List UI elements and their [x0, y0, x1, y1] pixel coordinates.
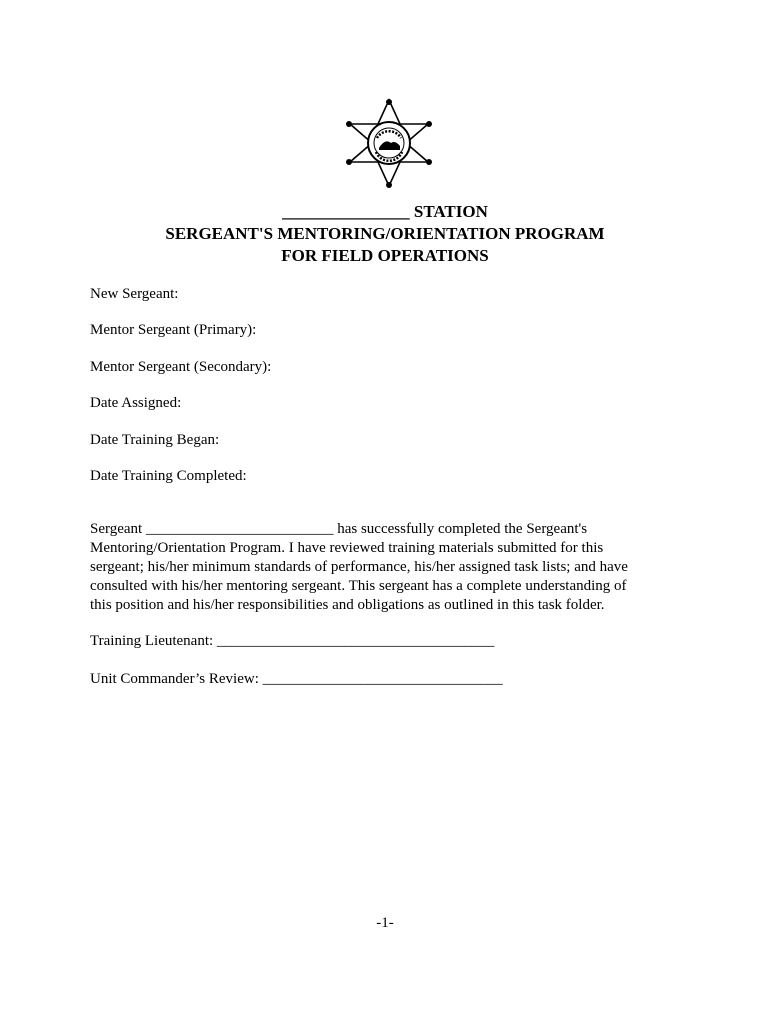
mentor-primary-label: Mentor Sergeant (Primary): [90, 322, 257, 338]
sheriff-star-badge-icon [345, 96, 433, 190]
station-heading: _______________ STATION [282, 202, 488, 221]
mentor-secondary-label: Mentor Sergeant (Secondary): [90, 359, 272, 375]
program-title: SERGEANT'S MENTORING/ORIENTATION PROGRAM [165, 224, 605, 243]
page-number: -1- [376, 915, 394, 931]
unit-commander-review-signature-line: Unit Commander’s Review: ________________________________ [90, 671, 503, 687]
date-training-began-label: Date Training Began: [90, 432, 220, 448]
date-training-completed-label: Date Training Completed: [90, 468, 247, 484]
training-lieutenant-signature-line: Training Lieutenant: _____________________________________ [90, 633, 495, 649]
date-assigned-label: Date Assigned: [90, 395, 182, 411]
certification-paragraph: Sergeant _________________________ has successfully completed the Sergeant's Mentoring/Orientation Program. I have reviewed training materials submitted for this sergeant; his/her minimum standards of performance, his/her assigned task lists; and have consulted with his/her mentoring sergeant. This sergeant has a complete understanding of this position and his/her responsibilities and obligations as outlined in this task folder. [90, 521, 628, 613]
program-subtitle: FOR FIELD OPERATIONS [281, 246, 489, 265]
new-sergeant-label: New Sergeant: [90, 286, 179, 302]
